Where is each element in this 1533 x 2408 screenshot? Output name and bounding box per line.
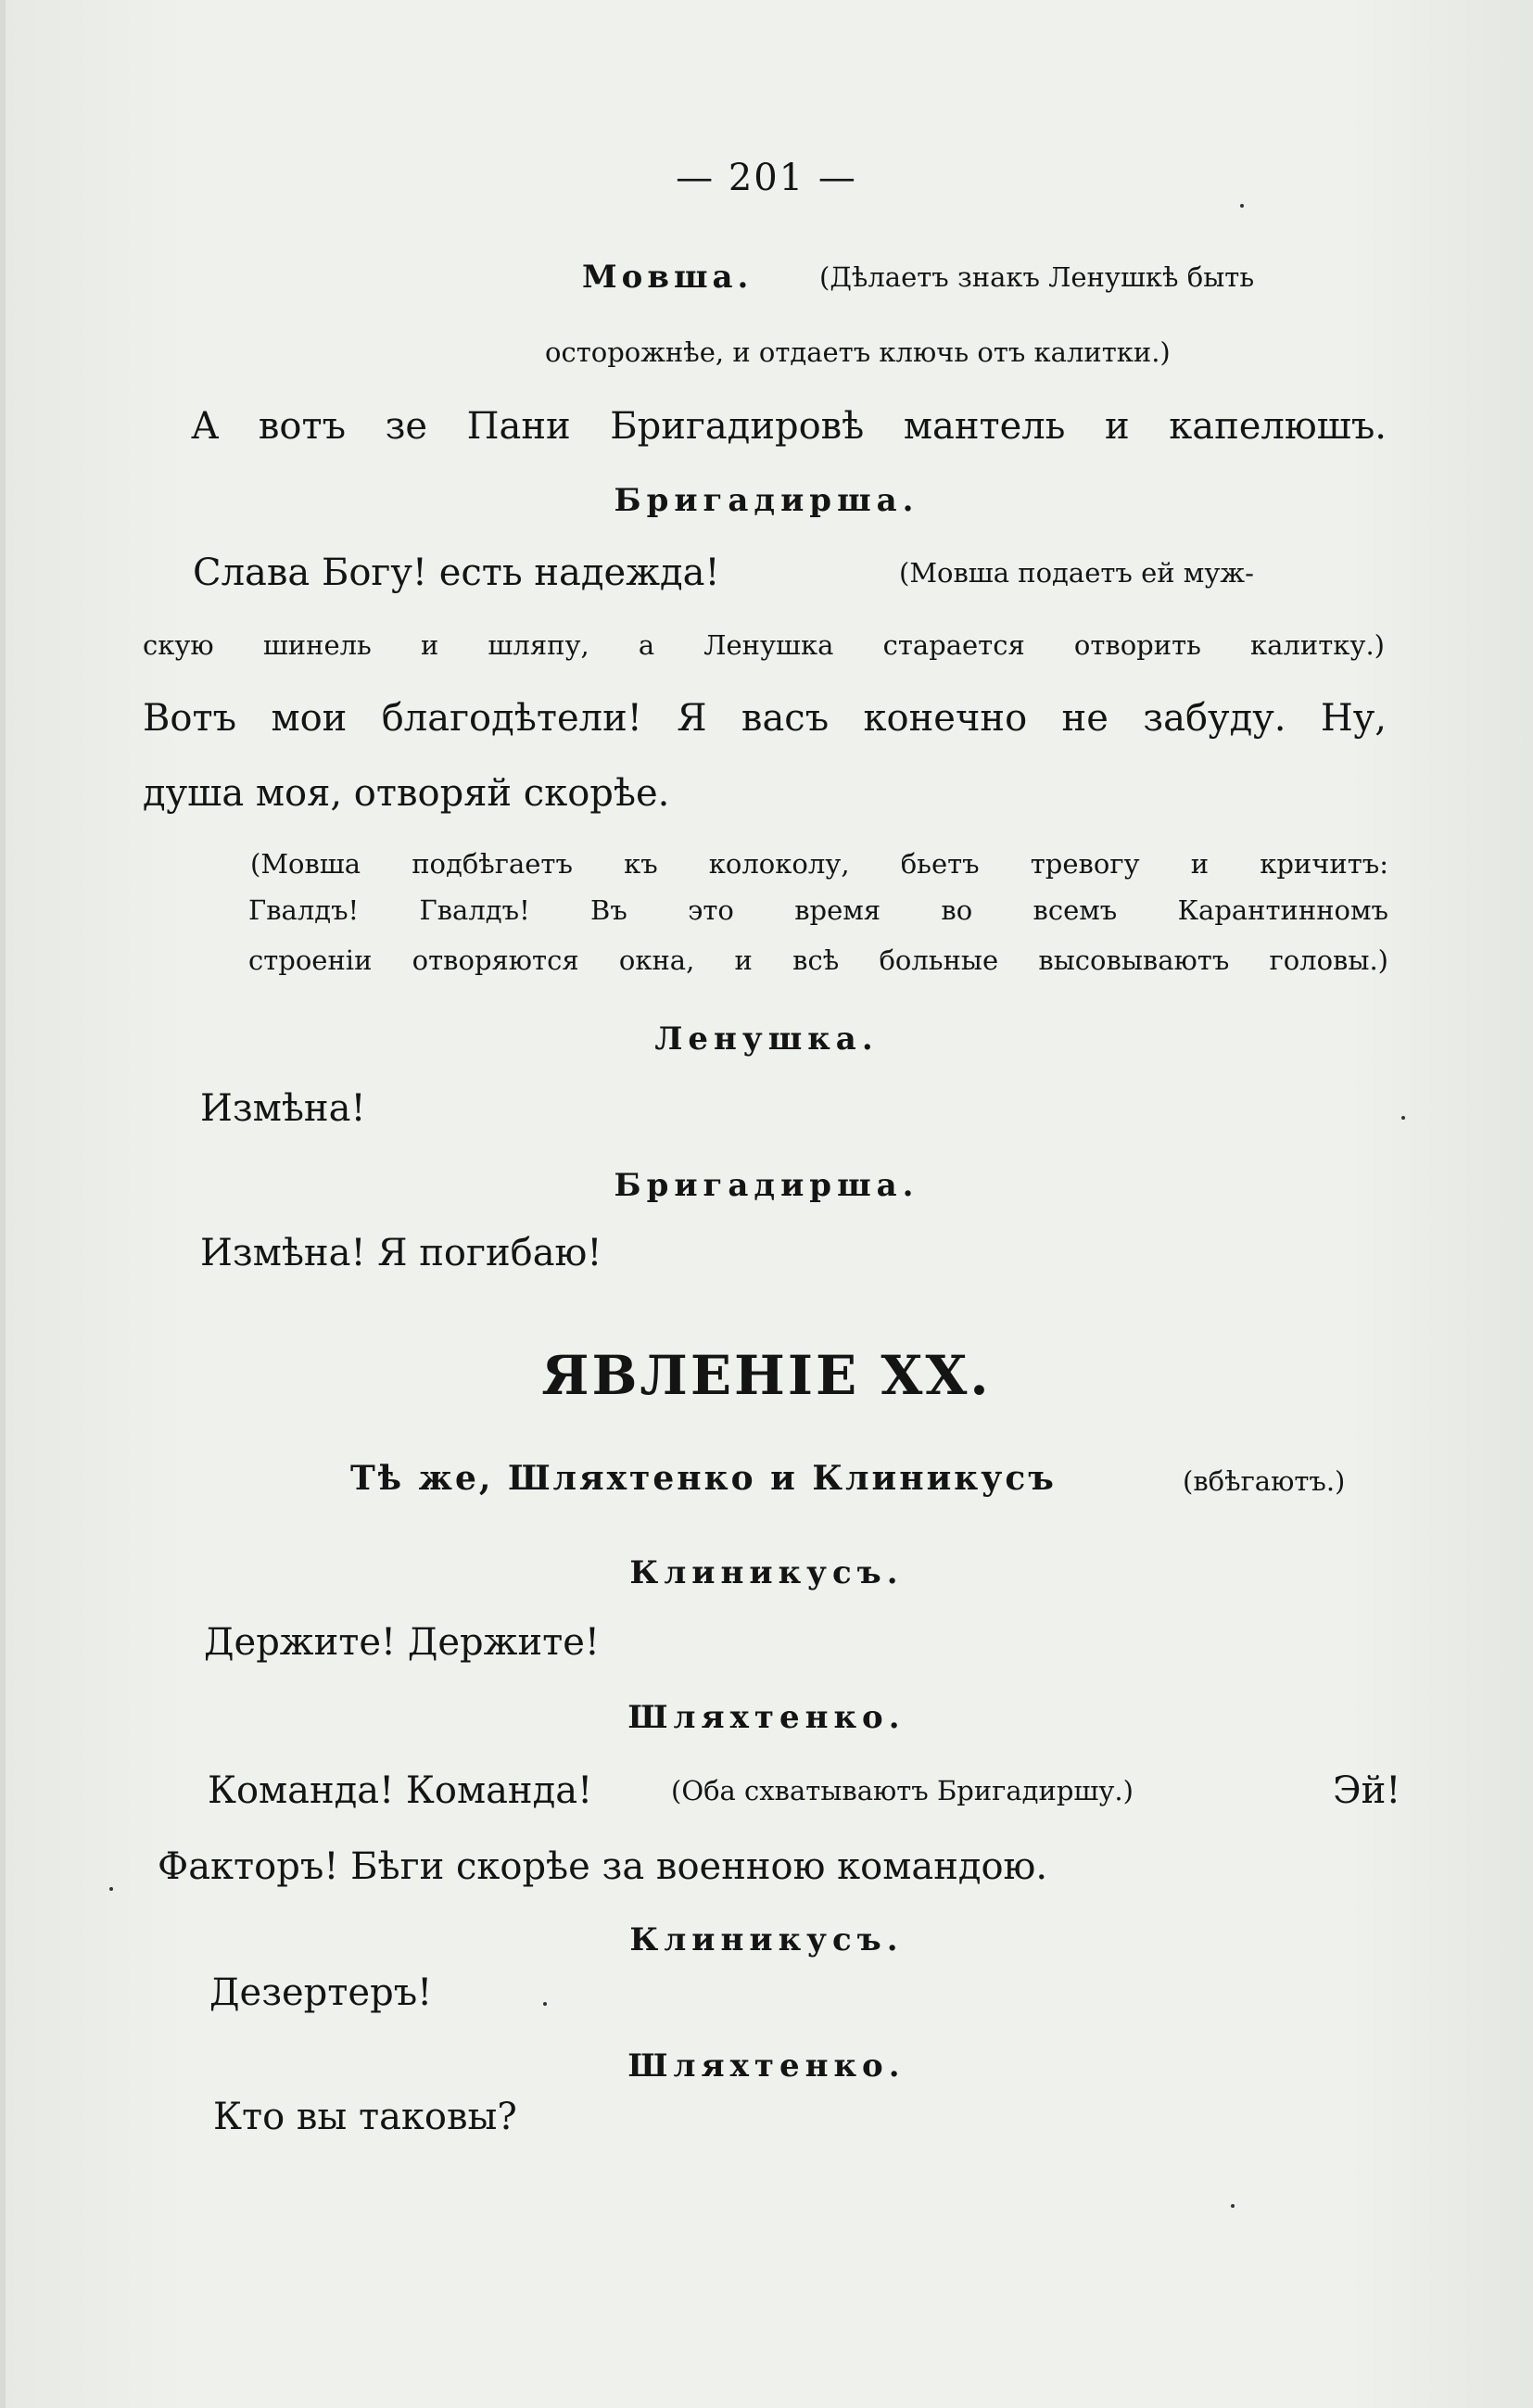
- speaker-name: Мовша.: [582, 259, 754, 296]
- dialogue-line: Эй!: [1333, 1769, 1401, 1812]
- stage-direction: (Оба схватываютъ Бригадиршу.): [671, 1775, 1134, 1806]
- speaker-name: Бригадирша.: [614, 1167, 919, 1204]
- stage-direction: (Мовша подаетъ ей муж-: [899, 557, 1254, 589]
- speaker-name: Ленушка.: [654, 1020, 879, 1058]
- scene-title: ЯВЛЕНІЕ XX.: [541, 1344, 992, 1407]
- dialogue-line: Факторъ! Бѣги скорѣе за военною командою.: [158, 1845, 1048, 1888]
- stage-direction: осторожнѣе, и отдаетъ ключь отъ калитки.): [545, 336, 1171, 368]
- scene-characters: Тѣ же, Шляхтенко и Клиникусъ: [350, 1459, 1057, 1498]
- speaker-name: Клиникусъ.: [629, 1554, 904, 1591]
- dialogue-line: Вотъ мои благодѣтели! Я васъ конечно не забуду. Ну,: [143, 697, 1387, 740]
- ink-speck: [1231, 2204, 1235, 2208]
- speaker-name: Клиникусъ.: [629, 1921, 904, 1958]
- dialogue-line: душа моя, отворяй скорѣе.: [143, 772, 670, 815]
- ink-speck: [1401, 1116, 1405, 1120]
- dialogue-line: Дезертеръ!: [209, 1971, 433, 2014]
- page-number: — 201 —: [676, 157, 857, 199]
- dialogue-line: Слава Богу! есть надежда!: [193, 551, 720, 594]
- ink-speck: [109, 1887, 113, 1891]
- dialogue-line: Измѣна! Я погибаю!: [200, 1232, 602, 1274]
- stage-direction: (Мовша подбѣгаетъ къ колоколу, бьетъ тревогу и кричитъ:: [250, 848, 1388, 880]
- dialogue-line: Команда! Команда!: [208, 1769, 593, 1812]
- dialogue-line: Измѣна!: [200, 1087, 366, 1130]
- speaker-name: Шляхтенко.: [627, 2047, 906, 2085]
- stage-direction: строеніи отворяются окна, и всѣ больные высовываютъ головы.): [248, 944, 1388, 976]
- stage-direction: (Дѣлаетъ знакъ Ленушкѣ быть: [819, 261, 1255, 293]
- dialogue-line: Держите! Держите!: [204, 1621, 600, 1664]
- speaker-name: Бригадирша.: [614, 482, 919, 519]
- speaker-name: Шляхтенко.: [627, 1699, 906, 1736]
- ink-speck: [543, 2002, 547, 2006]
- stage-direction: Гвалдъ! Гвалдъ! Въ это время во всемъ Карантинномъ: [248, 894, 1388, 926]
- page-edge-shadow: [0, 0, 6, 2408]
- stage-direction: скую шинель и шляпу, а Ленушка старается отворить калитку.): [143, 629, 1385, 661]
- ink-speck: [1240, 204, 1244, 208]
- dialogue-line: А вотъ зе Пани Бригадировѣ мантель и капелюшъ.: [191, 405, 1387, 448]
- stage-direction: (вбѣгаютъ.): [1183, 1465, 1346, 1497]
- dialogue-line: Кто вы таковы?: [213, 2096, 517, 2138]
